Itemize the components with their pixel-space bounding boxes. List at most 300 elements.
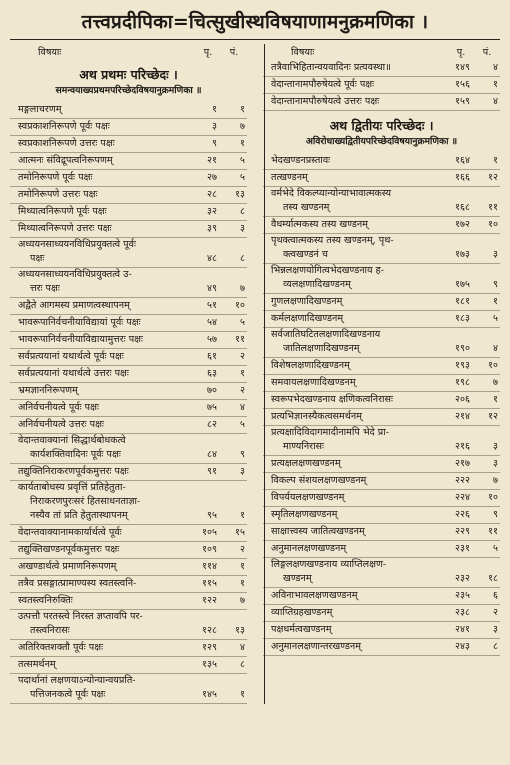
entry-line: १३ bbox=[235, 189, 245, 200]
entry-topic-line: स्मृतिलक्षणखण्डनम् bbox=[271, 509, 338, 520]
index-entry bbox=[10, 366, 247, 383]
entry-topic bbox=[10, 543, 189, 557]
entry-page: ९१ bbox=[207, 466, 217, 477]
index-entry bbox=[263, 94, 500, 111]
entry-page: २३५ bbox=[455, 590, 470, 601]
entry-page: ७० bbox=[207, 385, 217, 396]
entry-topic bbox=[263, 542, 442, 556]
entry-topic-line: व्यलक्षणादिखण्डनम् bbox=[283, 279, 351, 290]
entry-line: १ bbox=[240, 578, 245, 589]
entry-topic bbox=[10, 137, 189, 151]
entry-line: ५ bbox=[240, 172, 245, 183]
entry-topic-line: अनुमानलक्षणखण्डनम् bbox=[271, 543, 347, 554]
entry-topic bbox=[263, 359, 442, 373]
index-entry bbox=[10, 542, 247, 559]
entry-topic-line: भेदखण्डनप्रस्तावः bbox=[271, 155, 331, 166]
index-entry bbox=[10, 525, 247, 542]
right-entry-list bbox=[263, 153, 500, 656]
entry-line: १२ bbox=[488, 411, 498, 422]
entry-line: ८ bbox=[240, 206, 245, 217]
entry-line: १ bbox=[240, 561, 245, 572]
index-entry bbox=[10, 170, 247, 187]
entry-topic-line: तत्रैवाभिहितान्वयवादिनः प्रत्यवस्था॥ bbox=[271, 62, 391, 73]
entry-topic-line: भ्रमज्ञाननिरूपणम् bbox=[18, 385, 78, 396]
entry-line: २ bbox=[240, 351, 245, 362]
entry-topic-line: पक्षधर्मत्वखण्डनम् bbox=[271, 624, 332, 635]
entry-topic bbox=[10, 418, 189, 432]
index-entry bbox=[10, 576, 247, 593]
entry-page: २२९ bbox=[455, 526, 470, 537]
entry-topic-line: आत्मनः संविद्रूपत्वनिरूपणम् bbox=[18, 155, 113, 166]
entry-topic-line: अतिरिक्तशक्तौ पूर्वः पक्षः bbox=[18, 642, 104, 653]
entry-topic-line: लिङ्गलक्षणखण्डनाय व्याप्तिलक्षण- bbox=[271, 559, 387, 570]
entry-page: २१६ bbox=[455, 441, 470, 452]
entry-line: ७ bbox=[493, 475, 498, 486]
index-entry bbox=[263, 328, 500, 358]
entry-line: ४ bbox=[240, 402, 245, 413]
entry-topic bbox=[263, 234, 442, 262]
entry-line: १ bbox=[240, 138, 245, 149]
entry-topic bbox=[263, 376, 442, 390]
entry-line: १ bbox=[240, 689, 245, 700]
entry-line: ३ bbox=[493, 458, 498, 469]
entry-line: ३ bbox=[493, 249, 498, 260]
left-column-header bbox=[10, 44, 247, 60]
entry-page: ६३ bbox=[207, 368, 217, 379]
entry-topic-line: पदार्थानां लक्षणयाऽन्योन्यान्वयप्रति- bbox=[18, 675, 136, 686]
entry-line: ९ bbox=[493, 509, 498, 520]
index-entry bbox=[10, 332, 247, 349]
chapter-two-heading: अथ द्वितीयः परिच्छेदः । bbox=[329, 118, 434, 133]
entry-topic bbox=[10, 526, 189, 540]
index-entry bbox=[10, 221, 247, 238]
index-entry bbox=[263, 153, 500, 170]
index-entry bbox=[263, 622, 500, 639]
entry-topic bbox=[263, 171, 442, 185]
index-entry bbox=[263, 375, 500, 392]
entry-page: ११५ bbox=[202, 578, 217, 589]
entry-topic-line: अद्वैते आगमस्य प्रमाणत्वस्थापनम् bbox=[18, 300, 130, 311]
entry-topic-line: तमोनिरूपणे पूर्वः पक्षः bbox=[18, 172, 93, 183]
entry-page: २३१ bbox=[455, 543, 470, 554]
entry-topic bbox=[263, 491, 442, 505]
entry-page: १०५ bbox=[202, 527, 217, 538]
entry-topic-line: तत्रैव प्रसङ्गात्प्रामाण्यस्य स्वतस्त्वनि- bbox=[18, 578, 137, 589]
entry-topic bbox=[10, 610, 189, 638]
entry-topic bbox=[263, 61, 442, 75]
entry-topic bbox=[10, 350, 189, 364]
entry-page: ३९ bbox=[207, 223, 217, 234]
entry-topic-line: वैधर्म्यात्मकस्य तस्य खण्डनम् bbox=[271, 219, 368, 230]
entry-topic-line: विकल्प संशयलक्षणखण्डनम् bbox=[271, 475, 367, 486]
entry-topic-line: तस्त्वनिरासः bbox=[30, 625, 70, 636]
entry-line: २ bbox=[240, 544, 245, 555]
entry-page: २४३ bbox=[455, 641, 470, 652]
entry-page: १७५ bbox=[455, 279, 470, 290]
index-entry bbox=[10, 657, 247, 674]
index-entry bbox=[263, 524, 500, 541]
entry-topic-line: स्वप्रकाशनिरूपणे उत्तरः पक्षः bbox=[18, 138, 115, 149]
entry-topic-line: कर्मलक्षणादिखण्डनम् bbox=[271, 313, 344, 324]
entry-topic bbox=[263, 328, 442, 356]
entry-topic bbox=[263, 640, 442, 654]
entry-topic bbox=[263, 508, 442, 522]
index-entry bbox=[10, 559, 247, 576]
entry-topic-line: वेदान्तवाक्यानामकार्यार्थत्वे पूर्वः bbox=[18, 527, 122, 538]
entry-topic bbox=[263, 264, 442, 292]
index-entry bbox=[10, 674, 247, 704]
entry-topic-line: तत्खण्डनम् bbox=[271, 172, 308, 183]
entry-line: ६ bbox=[493, 590, 498, 601]
entry-topic-line: स्वरूपभेदखण्डनाय क्षणिकत्वनिरासः bbox=[271, 394, 393, 405]
entry-topic bbox=[10, 103, 189, 117]
entry-line: ७ bbox=[240, 283, 245, 294]
chapter-one-heading: अथ प्रथमः परिच्छेदः । bbox=[79, 67, 178, 82]
entry-line: १० bbox=[488, 492, 498, 503]
index-entry bbox=[10, 481, 247, 525]
entry-topic-line: क्त्वखण्डनं च bbox=[283, 249, 329, 260]
entry-topic-line: उत्पत्तौ परतस्त्वे निरस्त ज्ञप्तावपि पर- bbox=[18, 611, 143, 622]
entry-page: १८३ bbox=[455, 313, 470, 324]
entry-topic bbox=[10, 268, 189, 296]
entry-page: १४५ bbox=[202, 689, 217, 700]
entry-topic bbox=[263, 474, 442, 488]
entry-topic-line: स्वप्रकाशनिरूपणे पूर्वः पक्षः bbox=[18, 121, 110, 132]
entry-topic-line: नस्यैव तां प्रति हेतुतास्थापनम् bbox=[30, 510, 128, 521]
entry-page: २१४ bbox=[455, 411, 470, 422]
index-entry bbox=[10, 400, 247, 417]
entry-line: ३ bbox=[240, 466, 245, 477]
entry-topic bbox=[10, 222, 189, 236]
index-entry bbox=[263, 187, 500, 217]
page-header: पृ. bbox=[456, 47, 466, 58]
entry-topic bbox=[263, 410, 442, 424]
index-entry bbox=[10, 268, 247, 298]
entry-topic bbox=[10, 188, 189, 202]
entry-page: ७५ bbox=[207, 402, 217, 413]
entry-topic bbox=[263, 426, 442, 454]
entry-line: ४ bbox=[493, 96, 498, 107]
index-entry bbox=[263, 311, 500, 328]
index-entry bbox=[263, 60, 500, 77]
entry-topic-line: सर्वप्रत्ययानां यथार्थत्वे उत्तरः पक्षः bbox=[18, 368, 129, 379]
entry-page: १९८ bbox=[455, 377, 470, 388]
entry-topic-line: तद्युक्तिनिराकरणपूर्वकमुत्तरः पक्षः bbox=[18, 466, 129, 477]
index-entry bbox=[10, 417, 247, 434]
entry-page: १७२ bbox=[455, 219, 470, 230]
entry-topic-line: माण्यनिरासः bbox=[283, 441, 324, 452]
entry-topic bbox=[10, 465, 189, 479]
page-title: तत्त्वप्रदीपिका=चित्सुखीस्थविषयाणामनुक्रमणिका । bbox=[10, 8, 500, 40]
entry-line: ८ bbox=[240, 253, 245, 264]
entry-topic bbox=[10, 560, 189, 574]
index-entry bbox=[263, 507, 500, 524]
entry-line: ५ bbox=[240, 155, 245, 166]
entry-page: २३८ bbox=[455, 607, 470, 618]
line-header: पं. bbox=[482, 47, 492, 58]
entry-page: ५७ bbox=[207, 334, 217, 345]
entry-topic bbox=[10, 367, 189, 381]
entry-line: ११ bbox=[488, 202, 498, 213]
entry-topic-line: प्रत्यक्षादिविदागमादीनामपि भेदे प्रा- bbox=[271, 427, 389, 438]
entry-topic bbox=[10, 333, 189, 347]
entry-topic-line: सर्वप्रत्ययानां यथार्थत्वे पूर्वः पक्षः bbox=[18, 351, 124, 362]
entry-topic bbox=[10, 120, 189, 134]
entry-page: ५१ bbox=[207, 300, 217, 311]
index-entry bbox=[10, 434, 247, 464]
entry-topic bbox=[10, 154, 189, 168]
entry-line: १ bbox=[240, 368, 245, 379]
line-header: पं. bbox=[229, 47, 239, 58]
entry-topic-line: त्तरः पक्षः bbox=[30, 283, 60, 294]
entry-page: १२८ bbox=[202, 625, 217, 636]
entry-line: ११ bbox=[488, 526, 498, 537]
entry-topic bbox=[10, 299, 189, 313]
index-entry bbox=[10, 315, 247, 332]
entry-topic-line: वेदान्तानामपौरुषेयत्वे पूर्वः पक्षः bbox=[271, 79, 375, 90]
entry-topic-line: वर्मभेदे विकल्प्यान्योन्याभावात्मकस्य bbox=[271, 188, 392, 199]
entry-page: २२४ bbox=[455, 492, 470, 503]
entry-page: ८२ bbox=[207, 419, 217, 430]
entry-topic-line: तद्युक्तिखण्डनपूर्वकमुत्तरः पक्षः bbox=[18, 544, 120, 555]
entry-topic-line: कार्यताबोधस्य प्रवृत्तिं प्रतिहेतुता- bbox=[18, 482, 126, 493]
entry-topic bbox=[10, 434, 189, 462]
entry-line: ८ bbox=[240, 659, 245, 670]
index-entry bbox=[263, 170, 500, 187]
entry-topic bbox=[263, 623, 442, 637]
entry-line: १ bbox=[493, 155, 498, 166]
entry-page: १३५ bbox=[202, 659, 217, 670]
entry-page: २२२ bbox=[455, 475, 470, 486]
entry-topic-line: भावरूपानिर्वचनीयाविद्यायामुत्तरः पक्षः bbox=[18, 334, 143, 345]
entry-topic bbox=[10, 205, 189, 219]
entry-topic bbox=[263, 525, 442, 539]
entry-page: ६१ bbox=[207, 351, 217, 362]
entry-topic-line: पत्तिजनकत्वे पूर्वः पक्षः bbox=[30, 689, 106, 700]
entry-topic bbox=[263, 187, 442, 215]
entry-topic-line: अनिर्वचनीयत्वे पूर्वः पक्षः bbox=[18, 402, 99, 413]
entry-topic-line: विपर्ययलक्षणखण्डनम् bbox=[271, 492, 345, 503]
entry-topic-line: भावरूपानिर्वचनीयाविद्यायां पूर्वः पक्षः bbox=[18, 317, 141, 328]
entry-page: २२६ bbox=[455, 509, 470, 520]
entry-topic-line: वेदान्तवाक्यानां सिद्धार्थबोधकत्वे bbox=[18, 435, 126, 446]
entry-topic-line: गुणलक्षणादिखण्डनम् bbox=[271, 296, 343, 307]
entry-topic-line: कार्यशक्तिवादिनः पूर्वः पक्षः bbox=[30, 449, 121, 460]
entry-page: १९० bbox=[455, 343, 470, 354]
entry-line: ५ bbox=[493, 313, 498, 324]
entry-topic-line: मिथ्यात्वनिरूपणे उत्तरः पक्षः bbox=[18, 223, 112, 234]
entry-page: २३२ bbox=[455, 573, 470, 584]
entry-topic-line: व्याप्तिग्रहखण्डनम् bbox=[271, 607, 333, 618]
entry-topic-line: तत्समर्थनम् bbox=[18, 659, 56, 670]
index-entry bbox=[263, 490, 500, 507]
right-top-entry-list bbox=[263, 60, 500, 111]
entry-page: १६४ bbox=[455, 155, 470, 166]
entry-line: ७ bbox=[493, 377, 498, 388]
entry-topic-line: तस्य खण्डनम् bbox=[283, 202, 330, 213]
entry-line: २ bbox=[493, 607, 498, 618]
entry-page: २१७ bbox=[455, 458, 470, 469]
page-header: पृ. bbox=[203, 47, 213, 58]
index-entry bbox=[263, 409, 500, 426]
entry-topic-line: निराकरणपुरःसरं हितसाधनताज्ञा- bbox=[30, 496, 141, 507]
entry-topic-line: अविनाभावलक्षणखण्डनम् bbox=[271, 590, 358, 601]
entry-topic bbox=[10, 384, 189, 398]
entry-topic bbox=[263, 295, 442, 309]
entry-topic bbox=[10, 674, 189, 702]
index-entry bbox=[10, 238, 247, 268]
entry-line: ५ bbox=[240, 419, 245, 430]
entry-topic-line: साक्षात्त्वस्य जातित्वखण्डनम् bbox=[271, 526, 365, 537]
left-entry-list bbox=[10, 102, 247, 704]
entry-page: ९ bbox=[212, 138, 217, 149]
entry-line: ७ bbox=[240, 595, 245, 606]
entry-topic bbox=[263, 78, 442, 92]
index-entry bbox=[10, 187, 247, 204]
entry-topic bbox=[263, 218, 442, 232]
index-entry bbox=[10, 204, 247, 221]
entry-page: ३ bbox=[212, 121, 217, 132]
entry-topic-line: पक्षः bbox=[30, 253, 45, 264]
entry-line: १५ bbox=[235, 527, 245, 538]
entry-topic bbox=[10, 577, 189, 591]
entry-page: ८४ bbox=[207, 449, 217, 460]
entry-page: २१ bbox=[207, 155, 217, 166]
entry-line: ५ bbox=[493, 543, 498, 554]
entry-topic bbox=[263, 154, 442, 168]
entry-page: १२२ bbox=[202, 595, 217, 606]
left-column bbox=[10, 44, 247, 704]
entry-topic-line: तमोनिरूपणे उत्तरः पक्षः bbox=[18, 189, 98, 200]
entry-page: १७३ bbox=[455, 249, 470, 260]
entry-line: ४ bbox=[240, 642, 245, 653]
index-entry bbox=[263, 358, 500, 375]
index-entry bbox=[10, 349, 247, 366]
index-entry bbox=[263, 217, 500, 234]
topic-header: विषयाः bbox=[38, 47, 62, 58]
entry-topic-line: भिन्नलक्षणयोगित्वभेदखण्डनाय ह- bbox=[271, 265, 384, 276]
index-entry bbox=[10, 102, 247, 119]
index-entry bbox=[263, 392, 500, 409]
entry-topic bbox=[10, 594, 189, 608]
entry-line: ३ bbox=[493, 441, 498, 452]
entry-page: ३२ bbox=[207, 206, 217, 217]
index-entry bbox=[10, 298, 247, 315]
entry-line: ७ bbox=[240, 121, 245, 132]
entry-topic bbox=[10, 641, 189, 655]
index-entry bbox=[263, 588, 500, 605]
entry-topic-line: मङ्गलाचरणम् bbox=[18, 104, 62, 115]
entry-line: ८ bbox=[493, 641, 498, 652]
entry-page: १ bbox=[212, 104, 217, 115]
entry-line: १० bbox=[235, 300, 245, 311]
entry-page: ९५ bbox=[207, 510, 217, 521]
entry-line: १ bbox=[240, 510, 245, 521]
entry-topic-line: स्वतस्त्वनिरुक्तिः bbox=[18, 595, 73, 606]
entry-topic-line: अध्ययनसाध्ययनविधिप्रयुक्तत्वे पूर्वः bbox=[18, 239, 136, 250]
index-entry bbox=[10, 383, 247, 400]
entry-line: ३ bbox=[493, 624, 498, 635]
entry-topic-line: जातिलक्षणादिखण्डनम् bbox=[283, 343, 360, 354]
entry-page: ४८ bbox=[207, 253, 217, 264]
entry-topic-line: विशेषलक्षणादिखण्डनम् bbox=[271, 360, 350, 371]
index-entry bbox=[263, 473, 500, 490]
entry-page: २८ bbox=[207, 189, 217, 200]
chapter-one-subheading: समन्वयाख्यप्रथमपरिच्छेदविषयानुक्रमणिका ॥ bbox=[55, 85, 202, 96]
entry-topic-line: खण्डनम् bbox=[283, 573, 312, 584]
entry-topic bbox=[10, 658, 189, 672]
right-column-header bbox=[263, 44, 500, 60]
entry-page: ४९ bbox=[207, 283, 217, 294]
chapter-two-subheading: अविरोधाख्यद्वितीयपरिच्छेदविषयानुक्रमणिका ॥ bbox=[305, 136, 458, 147]
entry-line: ३ bbox=[240, 223, 245, 234]
entry-page: १४९ bbox=[455, 62, 470, 73]
entry-topic-line: सर्वजातिघटितलक्षणादिखण्डनाय bbox=[271, 329, 381, 340]
index-entry bbox=[263, 558, 500, 588]
index-entry bbox=[263, 77, 500, 94]
entry-topic bbox=[263, 457, 442, 471]
entry-topic bbox=[263, 558, 442, 586]
index-entry bbox=[10, 136, 247, 153]
index-entry bbox=[263, 426, 500, 456]
right-column bbox=[263, 44, 500, 704]
entry-line: ४ bbox=[493, 343, 498, 354]
index-entry bbox=[10, 610, 247, 640]
entry-line: १ bbox=[240, 104, 245, 115]
index-entry bbox=[10, 153, 247, 170]
entry-page: २०६ bbox=[455, 394, 470, 405]
entry-line: १२ bbox=[488, 172, 498, 183]
index-entry bbox=[10, 464, 247, 481]
index-entry bbox=[263, 605, 500, 622]
entry-page: १८१ bbox=[455, 296, 470, 307]
entry-topic bbox=[10, 401, 189, 415]
entry-page: १०९ bbox=[202, 544, 217, 555]
entry-page: २४१ bbox=[455, 624, 470, 635]
entry-line: १३ bbox=[235, 625, 245, 636]
entry-line: ११ bbox=[235, 334, 245, 345]
index-entry bbox=[263, 294, 500, 311]
entry-line: १ bbox=[493, 394, 498, 405]
index-entry bbox=[263, 541, 500, 558]
entry-topic-line: पृथक्त्वात्मकस्य तस्य खण्डनम्, पृथ- bbox=[271, 235, 394, 246]
entry-topic-line: अनिर्वचनीयत्वे उत्तरः पक्षः bbox=[18, 419, 104, 430]
entry-topic bbox=[10, 316, 189, 330]
entry-page: ५४ bbox=[207, 317, 217, 328]
index-entry bbox=[10, 640, 247, 657]
entry-topic-line: समवायलक्षणादिखण्डनम् bbox=[271, 377, 356, 388]
entry-topic bbox=[263, 606, 442, 620]
index-entry bbox=[10, 593, 247, 610]
entry-line: ४ bbox=[493, 62, 498, 73]
index-entry bbox=[263, 639, 500, 656]
entry-line: ५ bbox=[240, 317, 245, 328]
index-entry bbox=[263, 234, 500, 264]
entry-page: ११४ bbox=[202, 561, 217, 572]
entry-page: १६८ bbox=[455, 202, 470, 213]
index-columns bbox=[10, 44, 500, 704]
entry-line: १८ bbox=[488, 573, 498, 584]
entry-line: ९ bbox=[240, 449, 245, 460]
entry-topic-line: अखण्डार्थत्वे प्रमाणनिरूपणम् bbox=[18, 561, 117, 572]
topic-header: विषयाः bbox=[291, 47, 315, 58]
entry-topic bbox=[10, 481, 189, 523]
entry-page: १५९ bbox=[455, 96, 470, 107]
entry-topic bbox=[263, 95, 442, 109]
entry-page: १२९ bbox=[202, 642, 217, 653]
entry-line: १० bbox=[488, 219, 498, 230]
index-entry bbox=[263, 456, 500, 473]
